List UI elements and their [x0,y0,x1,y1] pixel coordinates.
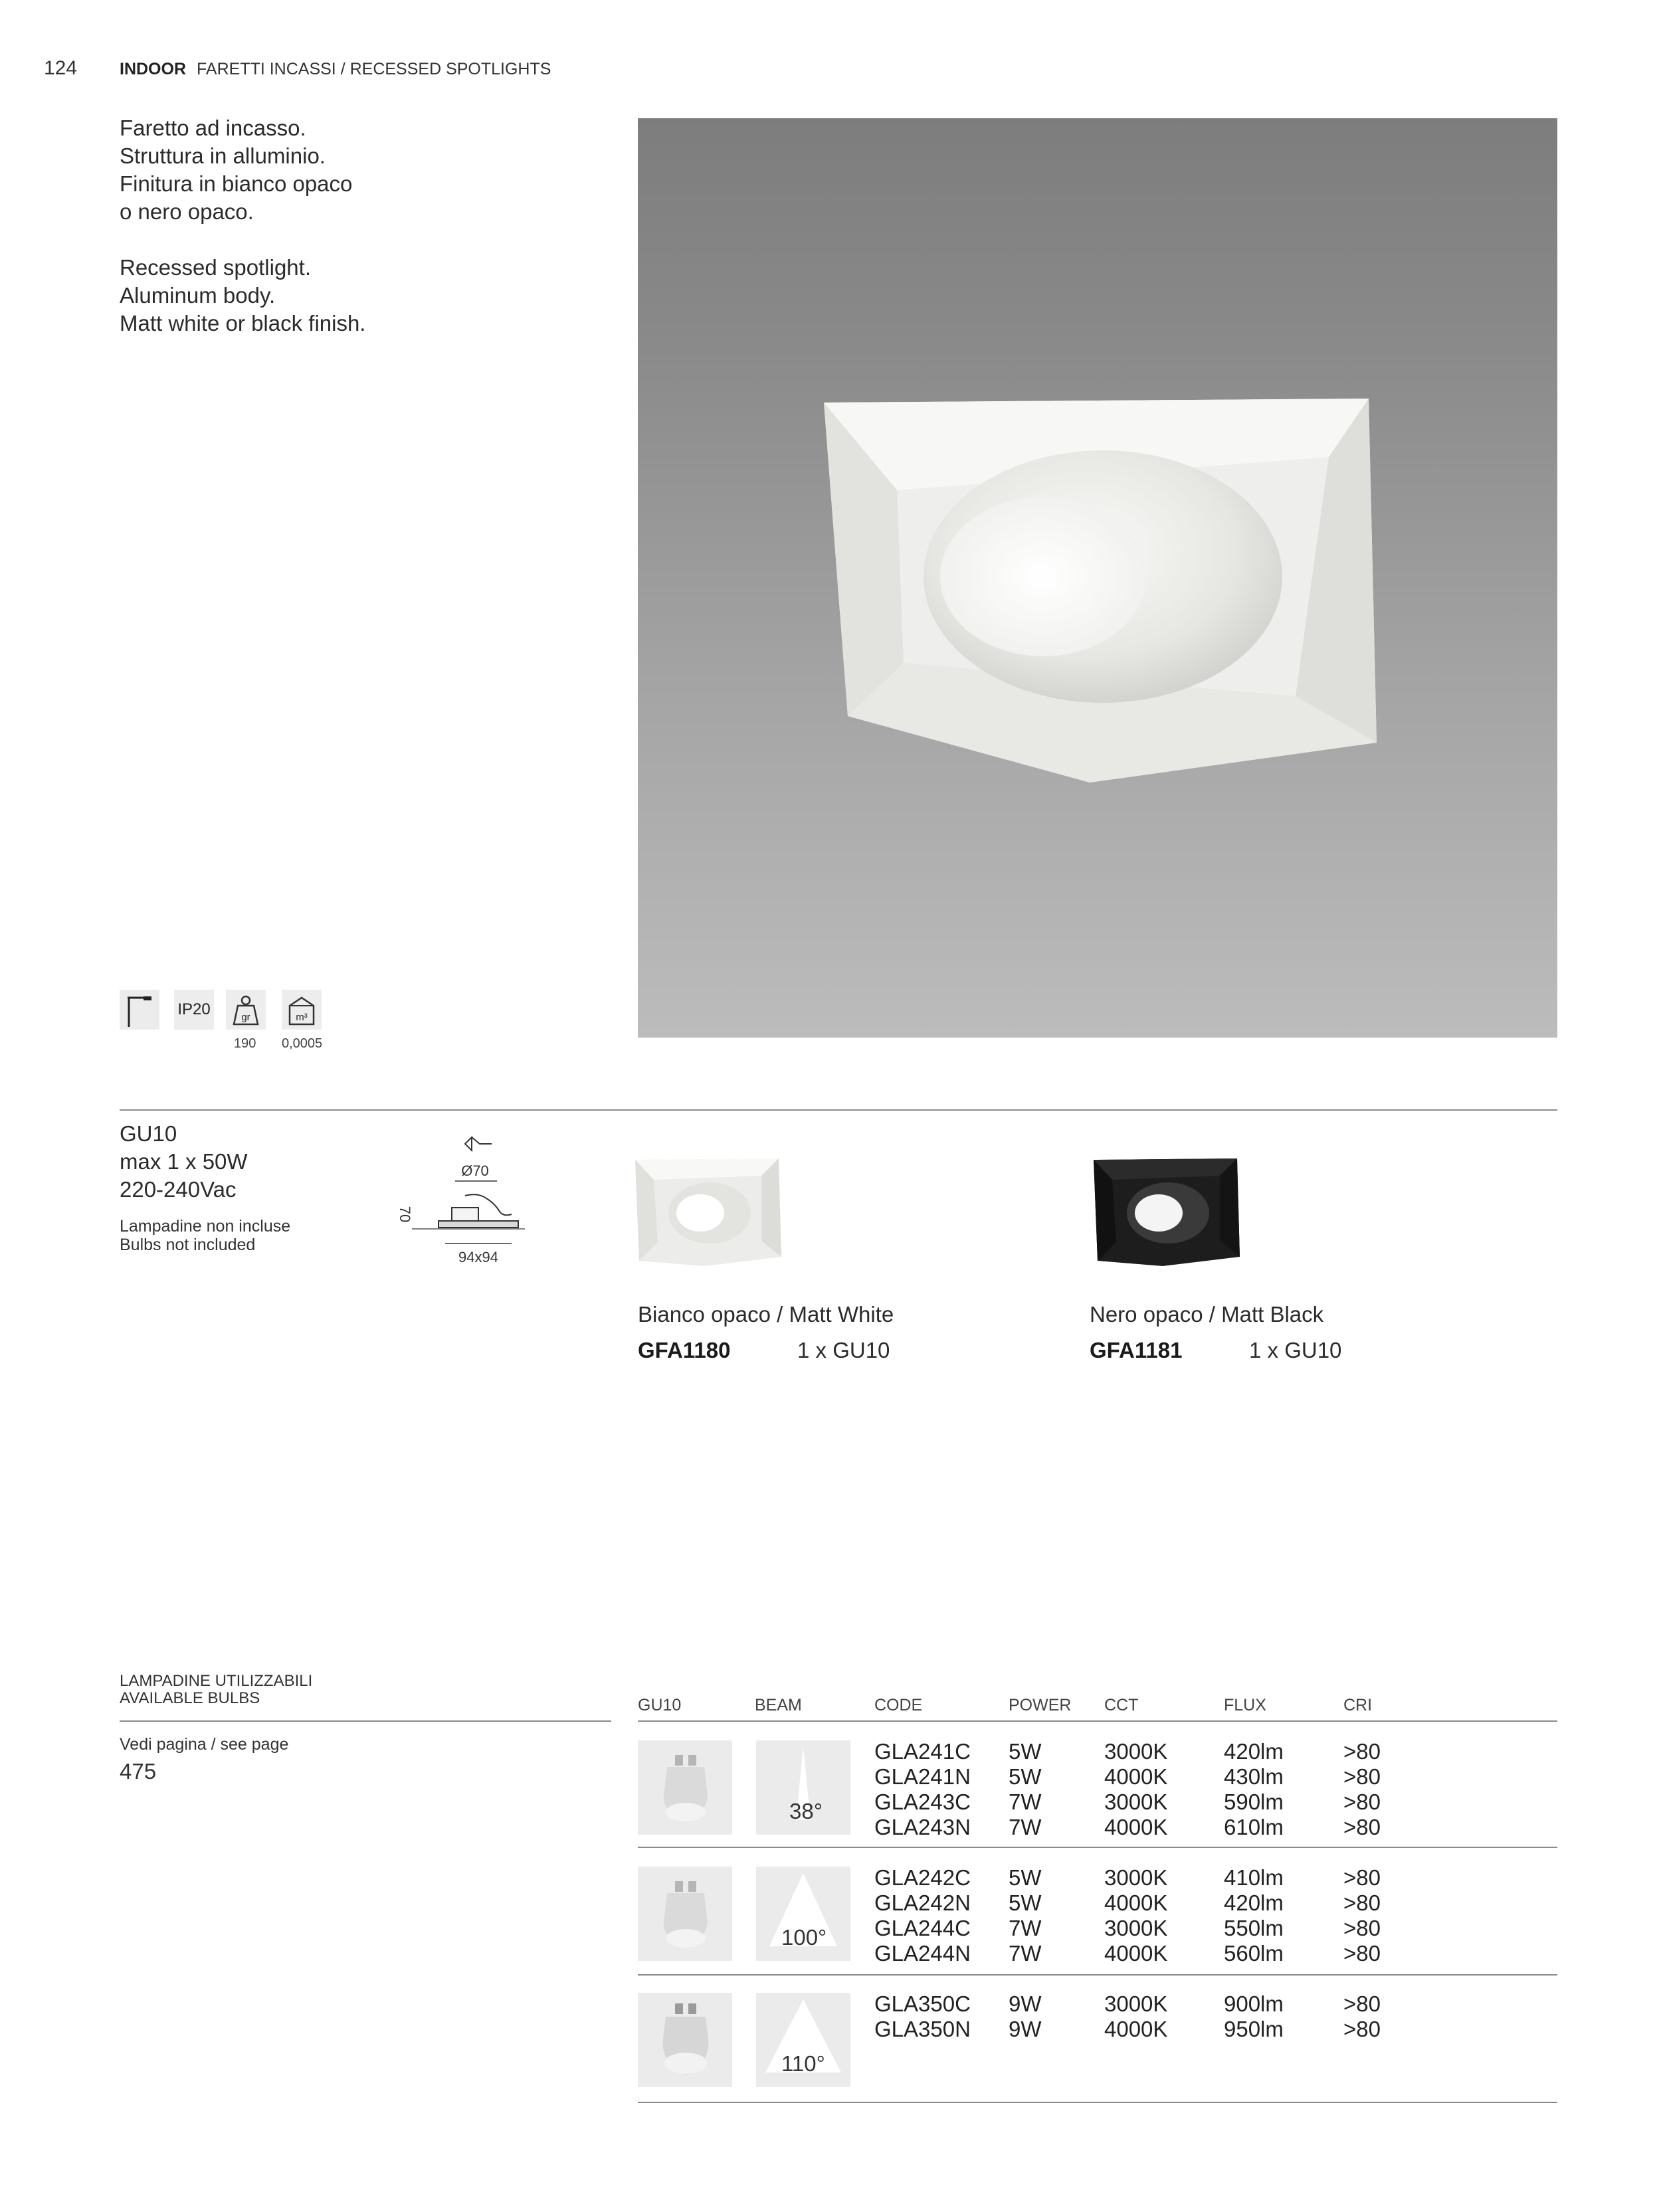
variant-black-image [1090,1156,1242,1269]
bulb-power: 7W [1009,1815,1042,1839]
bulb-flux: 590lm [1224,1790,1284,1814]
table-row [874,1764,1557,1790]
description-line: Recessed spotlight. [120,255,311,280]
bulb-power: 5W [1009,1739,1042,1764]
description-english [120,254,365,337]
bulb-power: 7W [1009,1916,1042,1940]
bulb-code: GLA241N [874,1764,971,1789]
variant-white-image [631,1156,784,1269]
bulb-flux: 420lm [1224,1739,1284,1764]
group-divider [638,1847,1557,1848]
page-number: 124 [44,57,78,79]
bulb-flux: 950lm [1224,2017,1284,2041]
bulb-group-2 [874,1865,1557,1966]
volume-value: 0,0005 [282,1036,323,1051]
header-category: INDOOR [120,60,186,78]
bulb-group-3 [874,1991,1557,2042]
variant-black-name: Nero opaco / Matt Black [1090,1302,1324,1327]
table-row [874,1890,1557,1916]
table-bottom-rule [638,2102,1557,2103]
bulb-flux: 420lm [1224,1890,1284,1915]
bulb-power: 9W [1009,2017,1042,2041]
bulb-cri: >80 [1343,1739,1381,1764]
gu10-bulb-image [638,1740,732,1835]
bulb-code: GLA244N [874,1941,971,1966]
group-divider [638,1974,1557,1976]
recessed-spotlight-image [638,118,1557,1038]
bulb-code: GLA243C [874,1790,971,1814]
bulbs-note [120,1217,290,1254]
bulb-group-1 [874,1739,1557,1840]
bulb-cri: >80 [1343,2017,1381,2041]
table-row [874,1865,1557,1890]
product-photo [638,118,1557,1038]
bulb-flux: 550lm [1224,1916,1284,1940]
variant-black-lamp: 1 x GU10 [1249,1338,1342,1362]
variant-black-code: GFA1181 [1090,1338,1183,1362]
gu10-bulb-image [638,1867,732,1961]
bulb-power: 7W [1009,1941,1042,1966]
see-page-label: Vedi pagina / see page [120,1735,289,1754]
description-line: Faretto ad incasso. [120,116,306,140]
weight-value: 190 [234,1036,256,1051]
section-divider [120,1109,1557,1111]
table-header-rule [638,1720,1557,1722]
bulb-power: 5W [1009,1865,1042,1890]
bulb-code: GLA350C [874,1991,971,2016]
specs-block [120,1120,248,1204]
bulb-cct: 4000K [1104,2017,1168,2041]
table-row [874,1815,1557,1840]
recessed-install-icon [120,990,159,1030]
bulb-power: 5W [1009,1764,1042,1789]
header-subtitle: FARETTI INCASSI / RECESSED SPOTLIGHTS [197,60,551,78]
table-row [874,1941,1557,1966]
bulb-cri: >80 [1343,1815,1381,1839]
table-row [874,1991,1557,2017]
bulb-cri: >80 [1343,1991,1381,2016]
bulb-cri: >80 [1343,1941,1381,1966]
col-header-power: POWER [1009,1696,1072,1714]
spec-voltage: 220-240Vac [120,1177,237,1202]
bulb-code: GLA350N [874,2017,971,2041]
bulb-cri: >80 [1343,1890,1381,1915]
bulb-cct: 3000K [1104,1991,1168,2016]
height-label: 70 [397,1206,413,1223]
bulbs-section-title [120,1673,312,1707]
bulb-cct: 3000K [1104,1739,1168,1764]
bulb-power: 7W [1009,1790,1042,1814]
beam-label: 38° [789,1799,823,1823]
table-row [874,1739,1557,1764]
bulb-cct: 3000K [1104,1916,1168,1940]
bulbs-note-en: Bulbs not included [120,1236,256,1254]
ip-rating-badge: IP20 [174,990,214,1030]
bulbs-note-it: Lampadine non incluse [120,1217,291,1236]
bulb-cct: 4000K [1104,1941,1168,1966]
col-header-beam: BEAM [755,1696,802,1714]
bulb-cri: >80 [1343,1916,1381,1940]
bulb-cct: 3000K [1104,1790,1168,1814]
beam-label: 100° [781,1925,827,1950]
bulb-cct: 4000K [1104,1764,1168,1789]
description-line: Struttura in alluminio. [120,143,326,168]
bulb-code: GLA242C [874,1865,971,1890]
bulb-power: 9W [1009,1991,1042,2016]
description-line: Aluminum body. [120,283,276,308]
description-line: o nero opaco. [120,199,254,224]
variant-white-lamp: 1 x GU10 [797,1338,890,1362]
volume-icon [282,990,322,1030]
bulb-cri: >80 [1343,1790,1381,1814]
bulbs-title-it: LAMPADINE UTILIZZABILI [120,1672,313,1690]
variant-white-name: Bianco opaco / Matt White [638,1302,894,1327]
bulbs-left-rule [120,1720,611,1722]
table-row [874,2017,1557,2042]
bulb-code: GLA244C [874,1916,971,1940]
beam-label: 110° [781,2051,825,2076]
bulb-cri: >80 [1343,1764,1381,1789]
bulb-cri: >80 [1343,1865,1381,1890]
bulb-cct: 4000K [1104,1890,1168,1915]
see-page-number: 475 [120,1759,157,1784]
bulb-code: GLA243N [874,1815,971,1839]
description-italian [120,114,352,226]
technical-drawing [385,1129,558,1282]
variant-white-code: GFA1180 [638,1338,731,1362]
bulb-power: 5W [1009,1890,1042,1915]
bulb-flux: 410lm [1224,1865,1284,1890]
bulb-flux: 900lm [1224,1991,1284,2016]
col-header-cri: CRI [1343,1696,1373,1714]
description-line: Matt white or black finish. [120,311,366,335]
size-label: 94x94 [458,1249,498,1265]
table-row [874,1916,1557,1941]
col-header-gu10: GU10 [638,1696,682,1714]
weight-icon-label: gr [241,1012,250,1023]
table-row [874,1790,1557,1815]
bulb-flux: 430lm [1224,1764,1284,1789]
spec-max-power: max 1 x 50W [120,1149,248,1174]
description-line: Finitura in bianco opaco [120,171,353,196]
bulbs-title-en: AVAILABLE BULBS [120,1689,260,1707]
spec-socket: GU10 [120,1121,177,1146]
gu10-bulb-image [638,1993,732,2087]
col-header-code: CODE [874,1696,923,1714]
bulb-code: GLA241C [874,1739,971,1764]
volume-icon-label: m³ [296,1012,308,1023]
bulb-cct: 4000K [1104,1815,1168,1839]
bulb-flux: 560lm [1224,1941,1284,1966]
bulb-code: GLA242N [874,1890,971,1915]
cutout-diameter-label: Ø70 [461,1162,489,1179]
bulb-flux: 610lm [1224,1815,1284,1839]
col-header-flux: FLUX [1224,1696,1266,1714]
bulb-cct: 3000K [1104,1865,1168,1890]
col-header-cct: CCT [1104,1696,1139,1714]
weight-icon [226,990,266,1030]
